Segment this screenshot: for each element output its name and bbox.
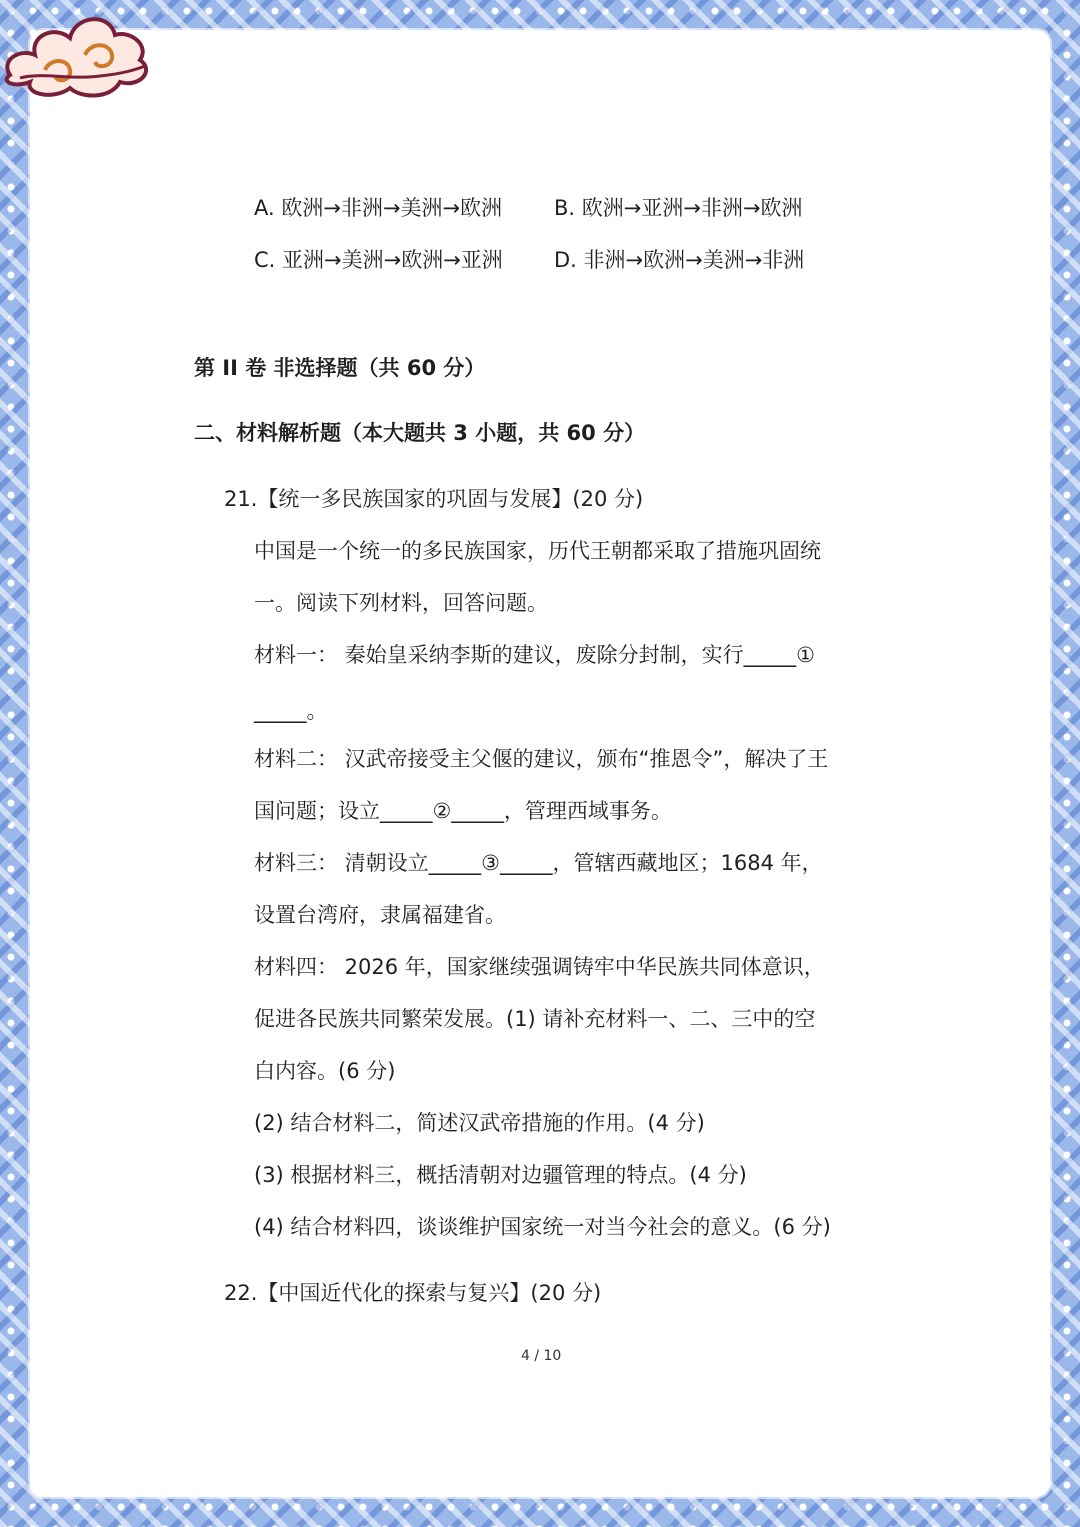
part-title: 二、材料解析题（本大题共 3 小题，共 60 分） xyxy=(194,421,646,445)
sub-question-2: (2) 结合材料二，简述汉武帝措施的作用。(4 分) xyxy=(254,1111,705,1135)
material-1-line-1: 材料一： 秦始皇采纳李斯的建议，废除分封制，实行_____① xyxy=(254,643,815,667)
question-22-title: 22.【中国近代化的探索与复兴】(20 分) xyxy=(224,1281,602,1305)
material-4-line-1: 材料四： 2026 年，国家继续强调铸牢中华民族共同体意识， xyxy=(254,955,825,979)
question-21-title: 21.【统一多民族国家的巩固与发展】(20 分) xyxy=(224,487,644,511)
material-3-line-1: 材料三： 清朝设立_____③_____，管辖西藏地区；1684 年， xyxy=(254,851,823,875)
option-d: D. 非洲→欧洲→美洲→非洲 xyxy=(554,248,805,272)
option-a: A. 欧洲→非洲→美洲→欧洲 xyxy=(254,196,503,220)
material-2-line-1: 材料二： 汉武帝接受主父偃的建议，颁布“推恩令”，解决了王 xyxy=(254,747,829,771)
page-number: 4 / 10 xyxy=(521,1348,562,1364)
material-2-line-2: 国问题；设立_____②_____，管理西域事务。 xyxy=(254,799,672,823)
material-4-line-3: 白内容。(6 分) xyxy=(254,1059,396,1083)
cloud-decoration-icon xyxy=(0,0,160,110)
material-1-line-2: _____。 xyxy=(254,699,328,723)
question-21-intro-line-2: 一。阅读下列材料，回答问题。 xyxy=(254,591,548,615)
material-4-line-2: 促进各民族共同繁荣发展。(1) 请补充材料一、二、三中的空 xyxy=(254,1007,816,1031)
sub-question-3: (3) 根据材料三，概括清朝对边疆管理的特点。(4 分) xyxy=(254,1163,747,1187)
material-3-line-2: 设置台湾府，隶属福建省。 xyxy=(254,903,506,927)
option-b: B. 欧洲→亚洲→非洲→欧洲 xyxy=(554,196,803,220)
volume-title: 第 II 卷 非选择题（共 60 分） xyxy=(194,356,486,380)
sub-question-4: (4) 结合材料四，谈谈维护国家统一对当今社会的意义。(6 分) xyxy=(254,1215,831,1239)
option-c: C. 亚洲→美洲→欧洲→亚洲 xyxy=(254,248,503,272)
question-21-intro-line-1: 中国是一个统一的多民族国家，历代王朝都采取了措施巩固统 xyxy=(254,539,821,563)
